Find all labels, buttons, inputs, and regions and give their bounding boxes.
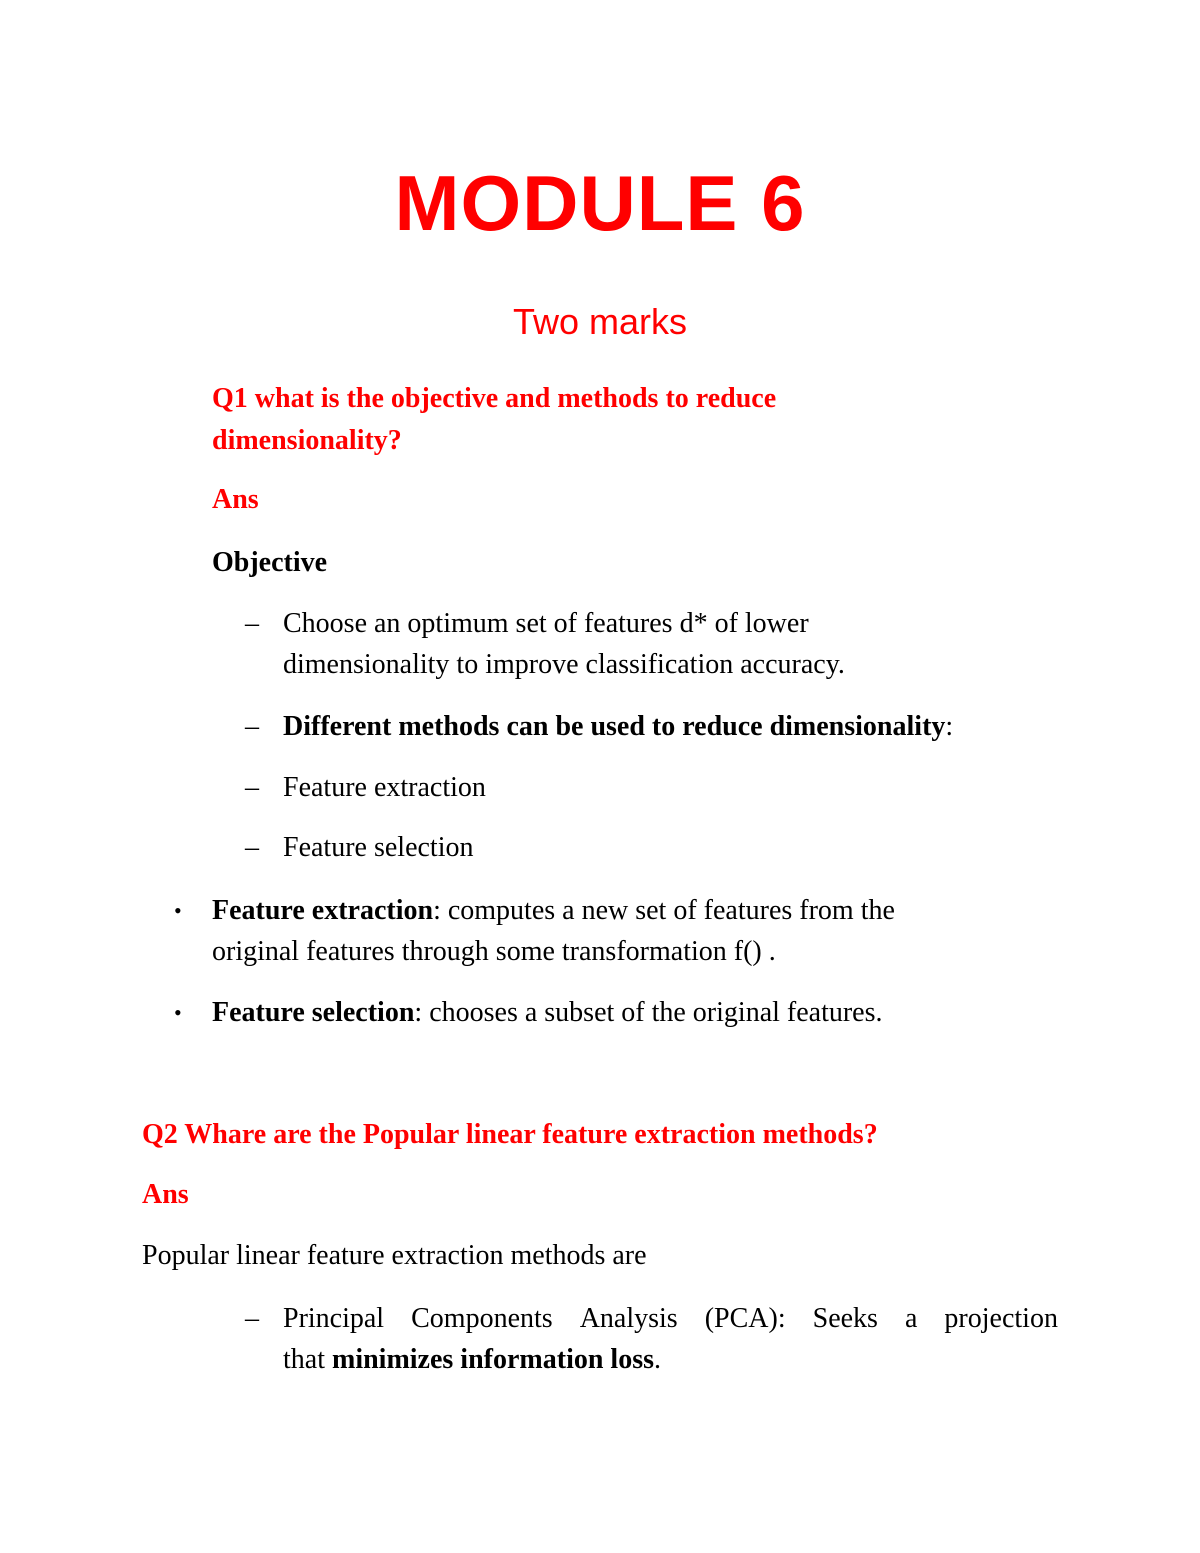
dash-marker: –: [245, 711, 259, 742]
bullet-marker: •: [174, 898, 182, 923]
bullet-feature-extraction: • Feature extraction: computes a new set of features from the original features through some transformation f() .: [174, 890, 1024, 972]
dash-item-line: Choose an optimum set of features d* of lower: [283, 608, 809, 639]
bullet-marker: •: [174, 1000, 182, 1025]
dash-item-feature-selection: – Feature selection: [245, 827, 945, 868]
methods-bold-text: Different methods can be used to reduce dimensionality: [283, 711, 946, 742]
dash-marker: –: [245, 608, 259, 639]
bullet-feature-selection: • Feature selection: chooses a subset of the original features.: [174, 992, 1024, 1033]
pca-line-2: that minimizes information loss.: [283, 1344, 661, 1375]
module-title: MODULE 6: [394, 159, 806, 247]
answer-label-1: Ans: [212, 484, 259, 515]
objective-heading: Objective: [212, 547, 328, 578]
dash-marker: –: [245, 1303, 259, 1334]
dash-item-pca: [245, 1298, 1065, 1380]
pca-line-1: Principal Components Analysis (PCA): Seeks a projection: [283, 1303, 1058, 1334]
dash-item-line: dimensionality to improve classification accuracy.: [283, 649, 845, 680]
q2-intro-text: Popular linear feature extraction methods are: [142, 1240, 647, 1271]
question-2: Q2 Whare are the Popular linear feature extraction methods?: [142, 1119, 878, 1150]
section-subtitle: Two marks: [512, 301, 688, 342]
dash-item-feature-extraction: – Feature extraction: [245, 767, 945, 808]
question-1: Q1 what is the objective and methods to reduce dimensionality?: [212, 383, 777, 456]
dash-marker: –: [245, 832, 259, 863]
dash-marker: –: [245, 772, 259, 803]
dash-item-methods: – Different methods can be used to reduce dimensionality:: [245, 706, 1045, 747]
answer-label-2: Ans: [142, 1179, 189, 1210]
dash-item-objective: [245, 603, 945, 685]
